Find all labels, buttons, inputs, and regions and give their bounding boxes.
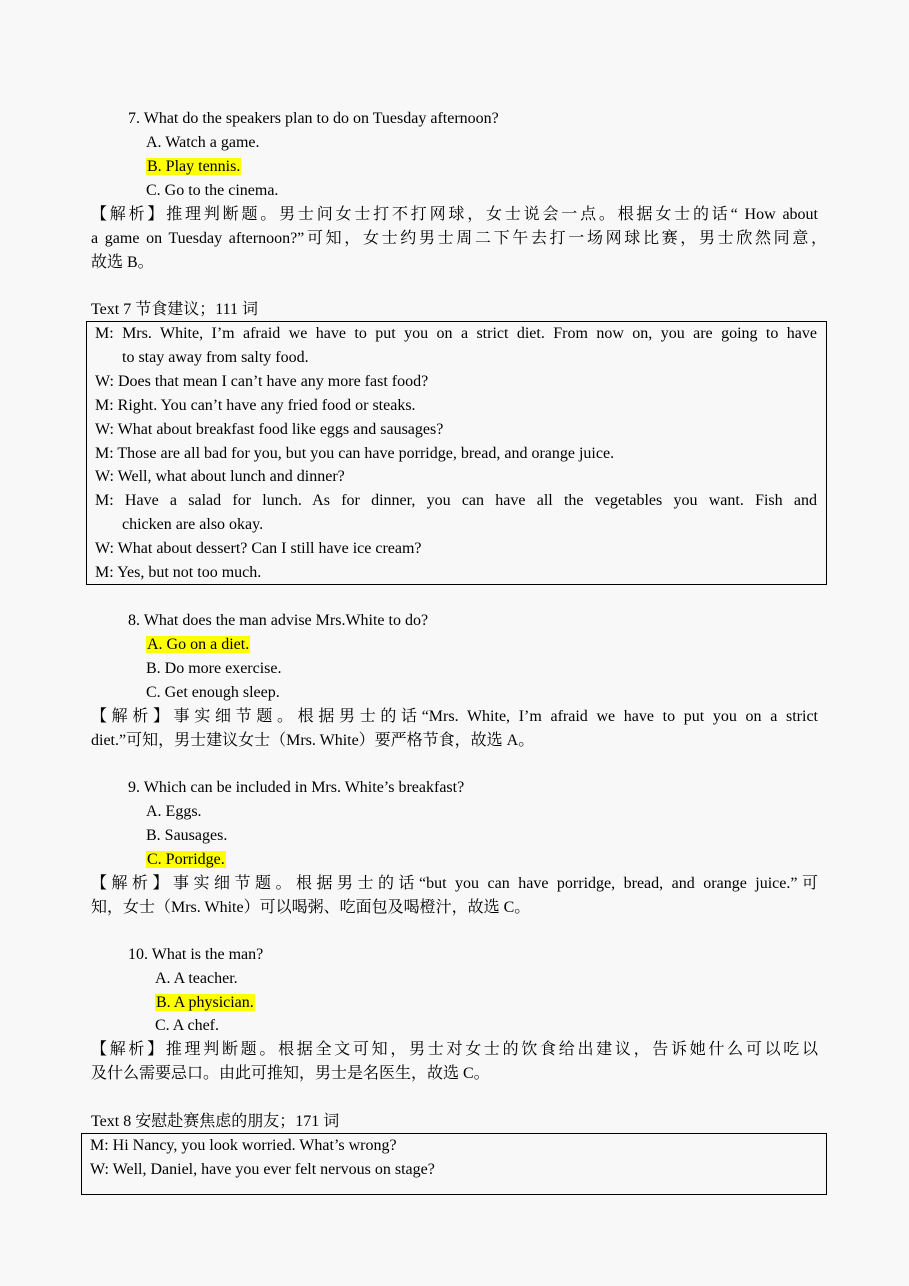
q8-analysis-line-2: diet.”可知，男士建议女士（Mrs. White）要严格节食，故选 A。 <box>91 732 535 749</box>
q10-option-b <box>155 991 255 1015</box>
q9-option-b: B. Sausages. <box>146 827 228 844</box>
q10-question: 10. What is the man? <box>128 946 264 963</box>
q7-analysis-line-2: a game on Tuesday afternoon?”可知，女士约男士周二下午去打一场网球比赛，男士欣然同意， <box>91 230 827 247</box>
dialogue-line: M: Hi Nancy, you look worried. What’s wrong? <box>90 1137 397 1154</box>
q9-option-a: A. Eggs. <box>146 803 202 820</box>
dialogue-line: W: Does that mean I can’t have any more fast food? <box>95 373 429 390</box>
q10-option-a: A. A teacher. <box>155 970 238 987</box>
dialogue-line: M: Those are all bad for you, but you can have porridge, bread, and orange juice. <box>95 445 615 462</box>
q8-option-b: B. Do more exercise. <box>146 660 282 677</box>
q8-question: 8. What does the man advise Mrs.White to do? <box>128 612 429 629</box>
dialogue-line: chicken are also okay. <box>122 516 264 533</box>
q7-option-b <box>146 155 241 179</box>
q7-option-a: A. Watch a game. <box>146 134 260 151</box>
q8-option-c: C. Get enough sleep. <box>146 684 280 701</box>
answer-highlight: B. Play tennis. <box>147 158 241 175</box>
answer-highlight: B. A physician. <box>156 994 254 1011</box>
q10-option-c: C. A chef. <box>155 1017 219 1034</box>
q7-analysis-line-1: 【解析】推理判断题。男士问女士打不打网球，女士说会一点。根据女士的话“ How about <box>91 206 818 223</box>
dialogue-line: W: What about dessert? Can I still have ice cream? <box>95 540 422 557</box>
q8-analysis-line-1: 【解析】事实细节题。根据男士的话“Mrs. White, I’m afraid we have to put you on a strict <box>91 708 818 725</box>
dialogue-line: M: Have a salad for lunch. As for dinner, you can have all the vegetables you want. Fish and <box>95 492 817 509</box>
text7-dialogue-box <box>86 321 827 585</box>
dialogue-line: M: Mrs. White, I’m afraid we have to put you on a strict diet. From now on, you are going to have <box>95 325 817 342</box>
q7-analysis-line-3: 故选 B。 <box>91 254 154 271</box>
dialogue-line: W: Well, what about lunch and dinner? <box>95 468 345 485</box>
dialogue-line: M: Right. You can’t have any fried food or steaks. <box>95 397 416 414</box>
text7-heading: Text 7 节食建议；111 词 <box>91 301 259 318</box>
dialogue-line: to stay away from salty food. <box>122 349 309 366</box>
answer-highlight: C. Porridge. <box>147 851 225 868</box>
answer-highlight: A. Go on a diet. <box>147 636 250 653</box>
q9-option-c <box>146 848 226 872</box>
q9-analysis-line-2: 知，女士（Mrs. White）可以喝粥、吃面包及喝橙汁，故选 C。 <box>91 899 531 916</box>
q10-analysis-line-1: 【解析】推理判断题。根据全文可知，男士对女士的饮食给出建议，告诉她什么可以吃以 <box>91 1041 818 1058</box>
text8-heading: Text 8 安慰赴赛焦虑的朋友；171 词 <box>91 1113 340 1130</box>
dialogue-line: W: What about breakfast food like eggs and sausages? <box>95 421 444 438</box>
q7-question: 7. What do the speakers plan to do on Tuesday afternoon? <box>128 110 499 127</box>
q8-option-a <box>146 633 250 657</box>
q7-option-c: C. Go to the cinema. <box>146 182 279 199</box>
q9-analysis-line-1: 【解析】事实细节题。根据男士的话“but you can have porridge, bread, and orange juice.”可 <box>91 875 818 892</box>
q10-analysis-line-2: 及什么需要忌口。由此可推知，男士是名医生，故选 C。 <box>91 1065 490 1082</box>
dialogue-line: M: Yes, but not too much. <box>95 564 262 581</box>
dialogue-line: W: Well, Daniel, have you ever felt nervous on stage? <box>90 1161 435 1178</box>
q9-question: 9. Which can be included in Mrs. White’s breakfast? <box>128 779 465 796</box>
text8-dialogue-box <box>81 1133 827 1195</box>
